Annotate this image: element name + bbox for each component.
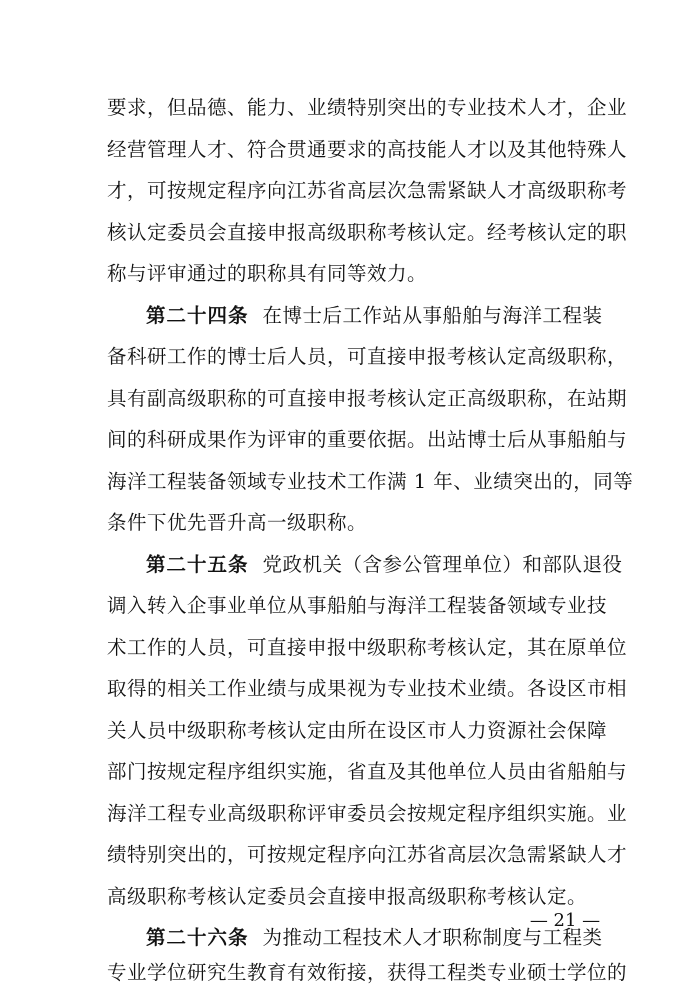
article-25-line-7: 海洋工程专业高级职称评审委员会按规定程序组织实施。业 — [107, 802, 628, 825]
article-24-heading: 第二十四条 — [146, 304, 249, 327]
article-26-first-text: 为推动工程技术人才职称制度与工程类 — [262, 926, 603, 949]
article-25-heading: 第二十五条 — [146, 553, 249, 576]
article-25-first-line — [146, 548, 623, 582]
article-24-first-line — [146, 299, 603, 333]
article-25-line-9: 高级职称考核认定委员会直接申报高级职称考核认定。 — [107, 885, 588, 908]
article-25-line-2: 调入转入企事业单位从事船舶与海洋工程装备领域专业技 — [107, 594, 608, 617]
intro-line-4: 核认定委员会直接申报高级职称考核认定。经考核认定的职 — [107, 221, 628, 244]
intro-line-5: 称与评审通过的职称具有同等效力。 — [107, 262, 428, 285]
article-24-line-3: 具有副高级职称的可直接申报考核认定正高级职称，在站期 — [107, 387, 628, 410]
article-25-line-6: 部门按规定程序组织实施，省直及其他单位人员由省船舶与 — [107, 760, 628, 783]
intro-line-2: 经营管理人才、符合贯通要求的高技能人才以及其他特殊人 — [107, 138, 628, 161]
article-25-line-4: 取得的相关工作业绩与成果视为专业技术业绩。各设区市相 — [107, 677, 628, 700]
article-25-line-3: 术工作的人员，可直接申报中级职称考核认定，其在原单位 — [107, 636, 628, 659]
article-24-first-text: 在博士后工作站从事船舶与海洋工程装 — [262, 304, 603, 327]
article-24-line-6: 条件下优先晋升高一级职称。 — [107, 511, 368, 534]
article-24-line-4: 间的科研成果作为评审的重要依据。出站博士后从事船舶与 — [107, 428, 628, 451]
article-25-line-5: 关人员中级职称考核认定由所在设区市人力资源社会保障 — [107, 719, 608, 742]
article-25-first-text: 党政机关（含参公管理单位）和部队退役 — [262, 553, 623, 576]
article-26-heading: 第二十六条 — [146, 926, 249, 949]
article-26-line-2: 专业学位研究生教育有效衔接，获得工程类专业硕士学位的 — [107, 961, 628, 984]
article-24-line-2: 备科研工作的博士后人员，可直接申报考核认定高级职称， — [107, 345, 628, 368]
article-24-line-5: 海洋工程装备领域专业技术工作满 1 年、业绩突出的，同等 — [107, 470, 634, 493]
page-number: — 21 — — [529, 910, 601, 931]
article-25-line-8: 绩特别突出的，可按规定程序向江苏省高层次急需紧缺人才 — [107, 843, 628, 866]
intro-line-1: 要求，但品德、能力、业绩特别突出的专业技术人才，企业 — [107, 96, 628, 119]
intro-line-3: 才，可按规定程序向江苏省高层次急需紧缺人才高级职称考 — [107, 179, 628, 202]
